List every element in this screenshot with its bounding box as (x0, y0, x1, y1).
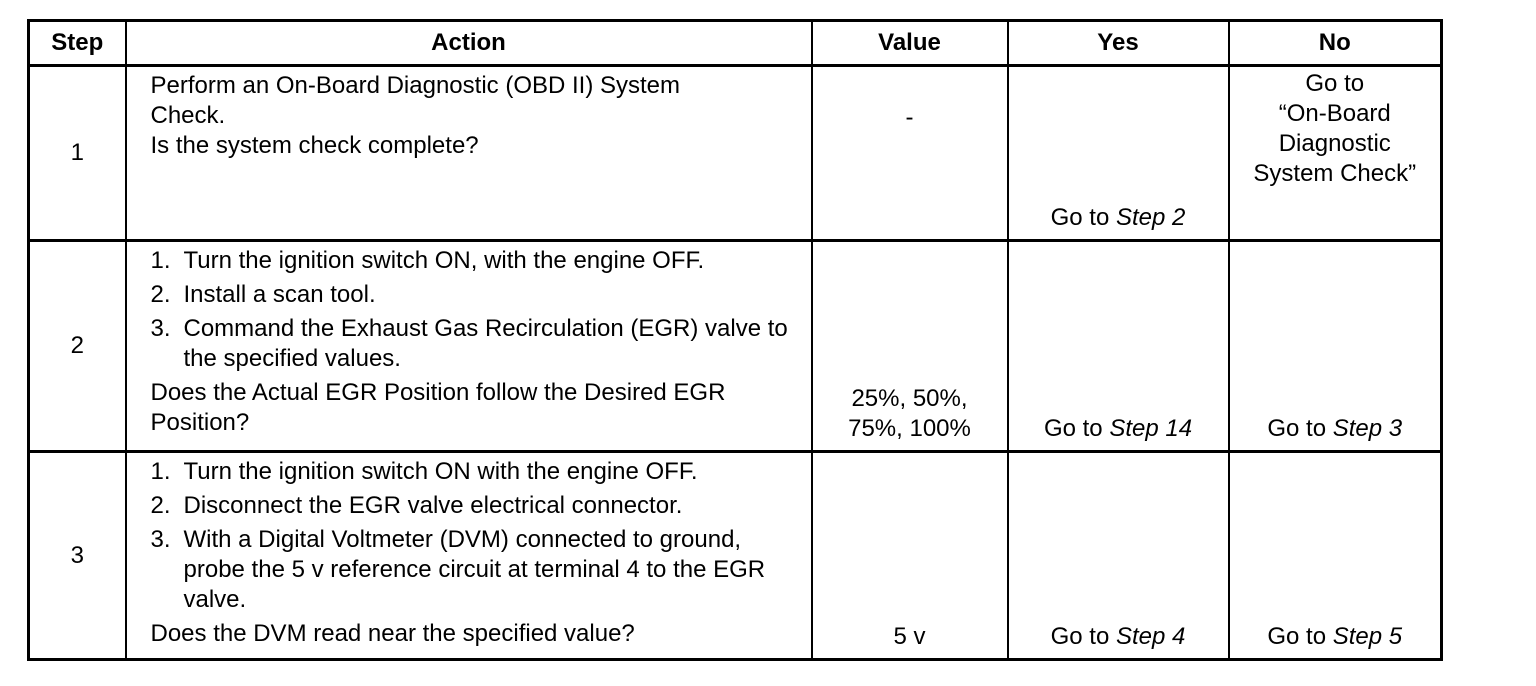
action-item-number: 3. (150, 315, 171, 342)
no-prefix: Go to (1267, 415, 1333, 442)
action-item-number: 3. (150, 526, 171, 553)
action-item (151, 314, 795, 374)
action-item-number: 2. (150, 281, 171, 308)
header-action: Action (126, 21, 812, 66)
yes-cell (1008, 241, 1229, 452)
no-step-link[interactable]: Step 3 (1332, 415, 1403, 442)
value-line: 25%, 50%, (851, 385, 968, 412)
action-item-text: Turn the ignition switch ON with the engine OFF. (183, 458, 698, 485)
yes-cell (1008, 66, 1229, 241)
no-cell (1229, 66, 1442, 241)
value-cell: - (812, 66, 1008, 241)
yes-step-link[interactable]: Step 14 (1109, 415, 1193, 442)
action-text: Perform an On-Board Diagnostic (OBD II) System (150, 72, 680, 99)
no-link[interactable]: System Check” (1253, 160, 1417, 187)
header-value: Value (812, 21, 1008, 66)
yes-cell (1008, 452, 1229, 660)
yes-prefix: Go to (1050, 623, 1116, 650)
header-row (29, 21, 1442, 66)
step-number: 3 (29, 452, 126, 660)
no-link[interactable]: Diagnostic (1278, 130, 1391, 157)
no-cell (1229, 241, 1442, 452)
header-step: Step (29, 21, 126, 66)
action-item-text: Install a scan tool. (183, 281, 376, 308)
no-prefix: Go to (1267, 623, 1333, 650)
action-item-text: With a Digital Voltmeter (DVM) connected to ground, probe the 5 v reference circuit at terminal 4 to the EGR valve. (183, 526, 766, 613)
action-item (151, 525, 795, 615)
no-link[interactable]: “On-Board (1278, 100, 1391, 127)
header-yes: Yes (1008, 21, 1229, 66)
action-item-text: Disconnect the EGR valve electrical connector. (183, 492, 683, 519)
action-item (151, 491, 795, 521)
action-cell (126, 452, 812, 660)
yes-prefix: Go to (1043, 415, 1110, 442)
value-line: 75%, 100% (848, 415, 971, 442)
action-item-number: 1. (150, 247, 171, 274)
step-number: 2 (29, 241, 126, 452)
value-cell (812, 241, 1008, 452)
table-row-step-3 (29, 452, 1442, 660)
step-number: 1 (29, 66, 126, 241)
action-item (151, 280, 795, 310)
yes-prefix: Go to (1050, 204, 1116, 231)
table-row-step-1 (29, 66, 1442, 241)
action-item (151, 457, 795, 487)
action-text: Check. (150, 102, 226, 129)
yes-step-link[interactable]: Step 2 (1115, 204, 1186, 231)
no-step-link[interactable]: Step 5 (1332, 623, 1403, 650)
action-cell (126, 241, 812, 452)
table-row-step-2 (29, 241, 1442, 452)
header-no: No (1229, 21, 1442, 66)
action-item-number: 2. (150, 492, 171, 519)
action-question: Is the system check complete? (150, 132, 479, 159)
action-item-text: Turn the ignition switch ON, with the engine OFF. (183, 247, 705, 274)
yes-step-link[interactable]: Step 4 (1115, 623, 1186, 650)
action-item-number: 1. (150, 458, 171, 485)
action-cell (126, 66, 812, 241)
action-item-text: Command the Exhaust Gas Recirculation (EGR) valve to the specified values. (183, 315, 788, 372)
action-item (151, 246, 795, 276)
action-question: Does the DVM read near the specified value? (150, 620, 635, 647)
diagnostic-table (27, 19, 1443, 661)
action-question: Does the Actual EGR Position follow the Desired EGR Position? (150, 379, 726, 436)
value-cell: 5 v (812, 452, 1008, 660)
no-text: Go to (1305, 70, 1365, 97)
no-cell (1229, 452, 1442, 660)
